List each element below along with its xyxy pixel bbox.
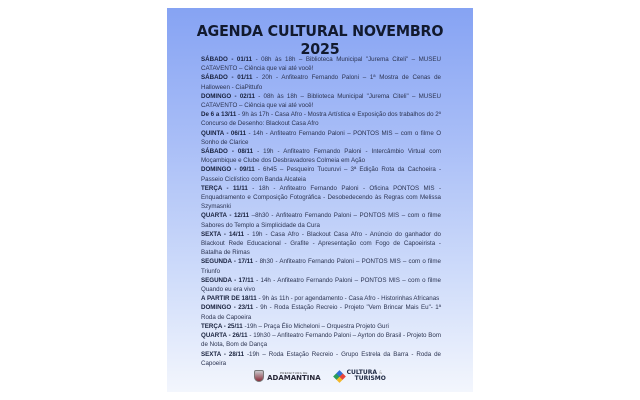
event-date: TERÇA - 11/11 (201, 184, 248, 192)
event-description: –8h30 - Anfiteatro Fernando Paloni – PONTOS MIS – com o filme Sabores do Templo a Simplicidade da Cura (201, 212, 441, 229)
event-date: SEGUNDA - 17/11 (201, 276, 254, 284)
event-description: - 08h às 18h – Biblioteca Municipal "Jurema Citeli" – MUSEU CATAVENTO – Ciência que vai até você! (201, 56, 441, 73)
event-description: - 14h - Anfiteatro Fernando Paloni – PONTOS MIS – com o filme O Sonho de Clarice (201, 129, 442, 146)
cultura-diamond-icon (333, 370, 346, 383)
event-description: - 14h - Anfiteatro Fernando Paloni – PONTOS MIS – com o filme Quando eu era vivo (201, 276, 442, 294)
event-description: - 9h às 11h - por agendamento - Casa Afro - Historinhas Africanas (256, 295, 440, 303)
event-date: QUARTA - 12/11 (201, 212, 250, 220)
event-description: -19h – Praça Élio Micheloni – Orquestra Projeto Guri (242, 322, 389, 330)
event-item (201, 147, 441, 165)
event-description: - 19h - Anfiteatro Fernando Paloni - Intercâmbio Virtual com Moçambique e Clube dos Desbravadores Colmeia em Ação (201, 148, 441, 165)
event-date: QUARTA - 26/11 (201, 332, 248, 340)
event-item (201, 129, 441, 147)
city-name: ADAMANTINA (267, 374, 321, 382)
cultura-label: CULTURA (346, 369, 377, 376)
city-crest-icon (254, 370, 264, 382)
event-description: - 19h30 – Anfiteatro Fernando Paloni – Ayrton do Brasil - Projeto Bom de Nota, Bom de Dança (201, 332, 441, 349)
event-description: - 19h - Casa Afro - Blackout Casa Afro - Anúncio do ganhador do Blackout Rede Educacional - Grafite - Apresentação com Fogo de Capoeirista - Batalha de Rimas (201, 230, 441, 257)
prefeitura-label: PREFEITURA DE (280, 371, 308, 375)
event-date: DOMINGO - 02/11 (201, 92, 255, 100)
event-item (201, 303, 441, 321)
event-description: - 18h - Anfiteatro Fernando Paloni - Oficina PONTOS MIS - Enquadramento e Composição Fotográfica - Desobedecendo às Regras com Melissa Szymasnki (201, 184, 442, 211)
poster-title: AGENDA CULTURAL NOVEMBRO 2025 (196, 22, 444, 58)
event-date: SEGUNDA - 17/11 (201, 258, 254, 266)
event-description: -19h – Roda Estação Recreio - Grupo Estrela da Barra - Roda de Capoeira (201, 350, 441, 367)
event-date: SEXTA - 28/11 (201, 350, 245, 358)
event-item (201, 110, 441, 128)
event-item (201, 73, 441, 91)
event-description: - 20h - Anfiteatro Fernando Paloni – 1ª Mostra de Cenas de Halloween - CiaPittufo (201, 74, 441, 91)
event-item (201, 165, 441, 183)
sponsor-logos (167, 366, 473, 386)
ampersand: & (379, 370, 383, 375)
event-description: - 08h às 18h – Biblioteca Municipal "Jurema Citeli" – MUSEU CATAVENTO – Ciência que vai até você! (201, 92, 442, 110)
event-item (201, 294, 441, 303)
event-item (201, 257, 441, 275)
event-date: DOMINGO - 09/11 (201, 166, 255, 174)
event-description: - 9h - Roda Estação Recreio - Projeto "Vem Brincar Mais Eu"- 1ª Roda de Capoeira (201, 304, 441, 321)
event-date: QUINTA - 06/11 (201, 129, 247, 137)
agenda-poster (167, 8, 473, 392)
event-date: SÁBADO - 01/11 (201, 74, 253, 82)
turismo-label: TURISMO (354, 375, 386, 382)
event-date: SÁBADO - 08/11 (201, 148, 254, 156)
event-item (201, 331, 441, 349)
event-date: De 6 a 13/11 (201, 111, 237, 119)
event-date: SEXTA - 14/11 (201, 230, 245, 238)
event-date: DOMINGO - 23/11 (201, 304, 254, 312)
event-item (201, 276, 441, 294)
event-description: - 9h às 17h - Casa Afro - Mostra Artística e Exposição dos trabalhos do 2º Concurso de Desenho: Blackout Casa Afro (201, 111, 442, 128)
event-item (201, 55, 441, 73)
event-date: SÁBADO - 01/11 (201, 56, 253, 63)
event-description: - 8h30 - Anfiteatro Fernando Paloni – PONTOS MIS – com o filme Triunfo (201, 258, 441, 275)
event-description: - 6h45 – Pesqueiro Tucuruvi – 3ª Edição Rota da Cachoeira - Passeio Ciclístico com Banda Alcateia (201, 166, 441, 183)
prefeitura-adamantina-logo (254, 370, 321, 382)
event-item (201, 230, 441, 258)
cultura-turismo-logo (335, 370, 386, 382)
event-item (201, 211, 441, 229)
event-item (201, 322, 441, 331)
event-date: A PARTIR DE 18/11 (201, 295, 257, 303)
event-item (201, 184, 441, 212)
event-item (201, 92, 441, 110)
event-list (201, 55, 441, 368)
event-date: TERÇA - 25/11 (201, 322, 243, 330)
